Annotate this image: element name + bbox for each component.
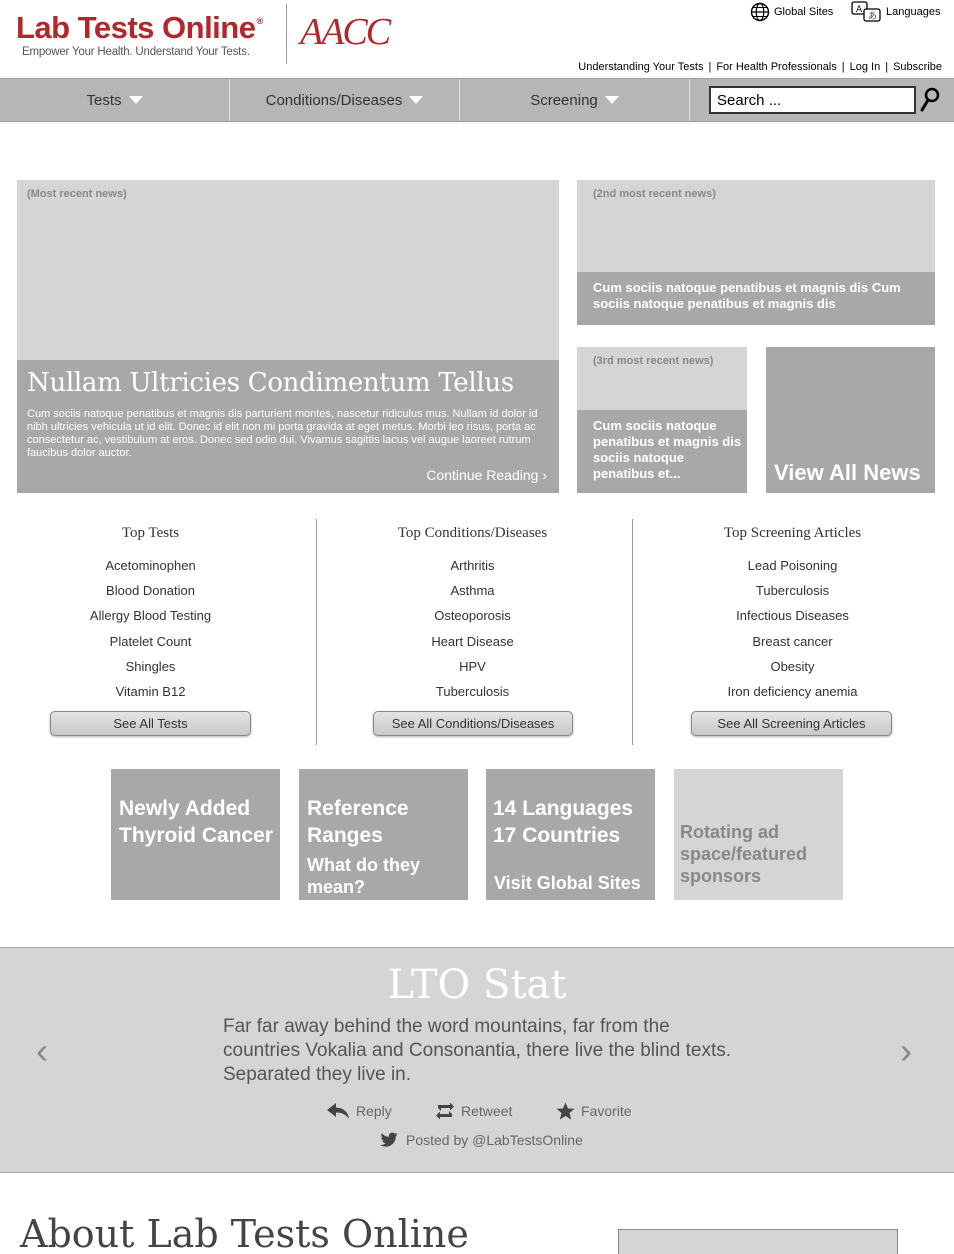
top-conditions-list [372,553,573,704]
list-item[interactable]: HPV [459,658,486,674]
global-sites-tile[interactable] [486,769,655,900]
star-icon [556,1102,575,1120]
ad-space-tile[interactable] [674,769,843,900]
news-second-text: Cum sociis natoque penatibus et magnis dis Cum sociis natoque penatibus et magnis dis [593,280,901,311]
prev-arrow-icon[interactable]: ‹ [36,1030,48,1071]
about-title: About Lab Tests Online [20,1212,469,1254]
search-input[interactable] [709,86,916,114]
util-separator: | [885,61,889,73]
column-divider [632,519,633,745]
news-second-card[interactable] [577,180,935,325]
list-item[interactable]: Shingles [125,658,176,674]
list-item[interactable]: Obesity [770,658,815,674]
reference-ranges-subtitle: What do they mean? [307,855,420,897]
ad-space-label: Rotating ad space/featured sponsors [680,822,808,886]
nav-tests-label: Tests [86,91,122,109]
list-item[interactable]: Iron deficiency anemia [727,683,858,699]
nav-tests[interactable] [0,79,230,121]
reference-ranges-title: Reference Ranges [307,797,409,847]
view-all-news-label: View All News [774,460,921,485]
logo-registered-mark: ® [256,16,263,26]
nav-conditions[interactable] [230,79,460,121]
languages-link[interactable] [851,1,940,23]
chevron-down-icon [129,96,143,104]
utility-links [578,61,942,73]
newly-added-tile[interactable] [111,769,280,900]
util-link-understanding[interactable]: Understanding Your Tests [578,61,704,73]
reference-ranges-tile[interactable] [299,769,468,900]
languages-label: Languages [886,6,941,18]
retweet-icon [435,1102,455,1120]
top-screening-list [692,553,893,704]
news-third-card[interactable] [577,347,747,493]
util-link-professionals[interactable]: For Health Professionals [716,61,837,73]
favorite-action[interactable] [556,1102,632,1120]
retweet-label: Retweet [461,1103,513,1119]
news-main-tag: (Most recent news) [27,188,127,200]
list-item[interactable]: Asthma [450,583,495,599]
logo-title: Lab Tests Online [16,10,256,45]
news-third-overlay [577,410,747,493]
top-tests-list [50,553,251,704]
next-arrow-icon[interactable]: › [900,1030,912,1071]
reply-action[interactable] [326,1102,392,1120]
search-icon[interactable] [920,87,942,113]
list-item[interactable]: Tuberculosis [755,583,830,599]
news-main-body: Cum sociis natoque penatibus et magnis dis parturient montes, nascetur ridiculus mus. Nullam id dolor id nibh ultricies vehicula ut id elit. Donec id elit non mi porta gravida at eget metus. Morbi leo risus, porta ac consectetur ac, vestibulum at eros. Donec sed odio dui. Vivamus sagittis lacus vel augue laoreet rutrum faucibus dolor auctor. [27,408,538,459]
reply-label: Reply [356,1103,392,1119]
newly-added-label: Newly Added Thyroid Cancer [119,797,274,847]
list-item[interactable]: Osteoporosis [434,608,511,624]
top-screening-title: Top Screening Articles [723,525,862,541]
posted-by[interactable] [380,1132,583,1148]
chevron-down-icon [605,96,619,104]
lto-stat-section [0,947,954,1173]
list-item[interactable]: Blood Donation [106,583,195,599]
news-second-overlay [577,272,935,325]
util-link-login[interactable]: Log In [849,61,881,73]
see-all-conditions-button[interactable]: See All Conditions/Diseases [373,711,573,736]
stat-quote: Far far away behind the word mountains, far from the countries Vokalia and Consonantia, there live the blind texts. Separated they live in. [223,1016,732,1085]
top-conditions-title: Top Conditions/Diseases [397,525,548,541]
news-main-headline[interactable]: Nullam Ultricies Condimentum Tellus [27,368,514,398]
twitter-icon [380,1132,398,1148]
global-sites-link[interactable] [750,2,833,22]
news-main-card[interactable] [17,180,559,493]
logo-tagline: Empower Your Health. Understand Your Tests. [22,46,250,58]
news-second-tag: (2nd most recent news) [593,188,716,200]
list-item[interactable]: Vitamin B12 [115,683,186,699]
list-item[interactable]: Arthritis [450,558,495,573]
favorite-label: Favorite [581,1103,632,1119]
see-all-screening-button[interactable]: See All Screening Articles [691,711,892,736]
countries-count: 17 Countries [493,824,621,847]
top-tests-title: Top Tests [121,525,180,541]
logo-divider [286,4,287,64]
list-item[interactable]: Tuberculosis [435,683,510,699]
list-item[interactable]: Platelet Count [109,633,192,649]
list-item[interactable]: Lead Poisoning [747,558,838,573]
globe-icon [750,2,770,22]
chevron-down-icon [409,96,423,104]
continue-reading-link[interactable]: Continue Reading › [426,467,547,483]
visit-global-sites-link[interactable]: Visit Global Sites [494,873,641,893]
nav-screening[interactable] [460,79,690,121]
about-sidebar-box [618,1229,898,1254]
nav-screening-label: Screening [530,91,598,109]
list-item[interactable]: Acetominophen [105,558,196,573]
list-item[interactable]: Heart Disease [431,633,514,649]
reply-icon [326,1102,350,1120]
util-separator: | [708,61,712,73]
retweet-action[interactable] [435,1102,512,1120]
news-third-text: Cum sociis natoque penatibus et magnis dis sociis natoque penatibus et... [593,418,742,481]
partner-logo[interactable]: AACC [300,11,390,53]
news-main-overlay [17,360,559,493]
stat-title: LTO Stat [387,962,567,1008]
news-third-tag: (3rd most recent news) [593,355,714,367]
global-sites-label: Global Sites [774,6,834,18]
nav-conditions-label: Conditions/Diseases [265,91,403,109]
svg-text:A: A [856,5,863,15]
list-item[interactable]: Breast cancer [752,633,833,649]
svg-text:あ: あ [868,12,878,22]
see-all-tests-button[interactable]: See All Tests [50,711,251,736]
util-separator: | [841,61,845,73]
posted-by-label: Posted by @LabTestsOnline [406,1132,583,1148]
translate-icon [851,1,882,23]
view-all-news-tile[interactable] [766,347,935,493]
list-item[interactable]: Infectious Diseases [736,608,849,624]
util-link-subscribe[interactable]: Subscribe [893,61,942,73]
site-logo[interactable] [16,10,263,46]
languages-count: 14 Languages [493,797,634,820]
list-item[interactable]: Allergy Blood Testing [89,608,212,624]
main-nav [0,78,954,122]
column-divider [316,519,317,745]
